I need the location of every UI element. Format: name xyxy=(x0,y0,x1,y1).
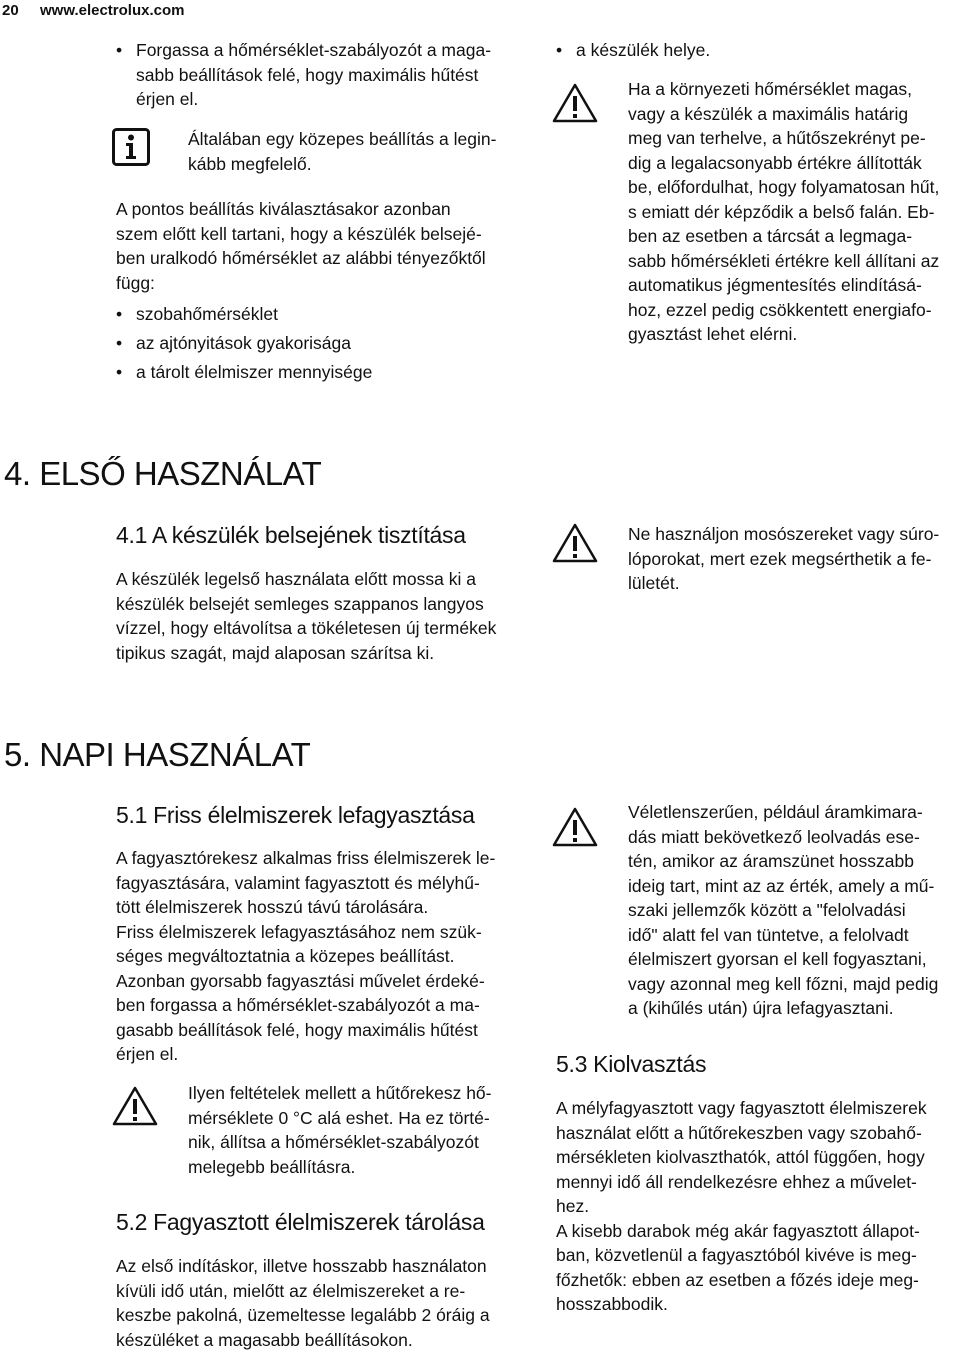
thaw-warning xyxy=(628,800,938,1021)
factor-text: a tárolt élelmiszer mennyisége xyxy=(136,362,373,382)
warning-icon xyxy=(112,1085,158,1127)
text-line: A készülék legelső használata előtt mossa ki a xyxy=(116,569,476,589)
subsection-heading: 5.3 Kiolvasztás xyxy=(556,1051,707,1077)
bullet-dot: • xyxy=(116,362,123,382)
bullet-item-rotate-knob xyxy=(136,38,491,112)
storage-paragraph xyxy=(116,1254,490,1352)
text-line: használat előtt a hűtőrekeszben vagy szobahő- xyxy=(556,1122,922,1143)
text-line: gyasztást lehet elérni. xyxy=(628,324,798,344)
section-heading: 4. ELSŐ HASZNÁLAT xyxy=(4,455,322,492)
text-line: készülék belsejét semleges szappanos langyos xyxy=(116,593,484,614)
text-line: mennyi idő áll rendelkezésre ehhez a művelet- xyxy=(556,1171,917,1192)
text-line: hez. xyxy=(556,1196,590,1216)
detergent-warning xyxy=(628,522,939,596)
text-line: vagy azonnal meg kell főzni, majd pedig xyxy=(628,973,939,994)
text-line: A kisebb darabok még akár fagyasztott állapot- xyxy=(556,1220,920,1241)
text-line: Azonban gyorsabb fagyasztási művelet érdeké- xyxy=(116,970,485,991)
text-line: Ne használjon mosószereket vagy súro- xyxy=(628,524,940,544)
setting-paragraph xyxy=(116,197,486,295)
text-line: ben forgassa a hőmérséklet-szabályozót a ma- xyxy=(116,995,480,1015)
text-line: sabb hőmérsékleti értékre kell állítani az xyxy=(628,250,940,271)
factor-text: szobahőmérséklet xyxy=(136,304,279,324)
page-number: 20 xyxy=(2,2,19,19)
text-line: szaki jellemzők között a "felolvadási xyxy=(628,900,906,920)
subsection-heading: 5.2 Fagyasztott élelmiszerek tárolása xyxy=(116,1209,485,1235)
text-line: keszbe pakolná, üzemeltesse legalább 2 óráig a xyxy=(116,1305,490,1325)
warning-icon xyxy=(552,522,598,564)
factor-text: az ajtónyitások gyakorisága xyxy=(136,333,351,353)
text-line: fagyasztására, valamint fagyasztott és mélyhű- xyxy=(116,872,480,893)
warning-icon xyxy=(552,806,598,848)
text-line: Az első indításkor, illetve hosszabb használaton xyxy=(116,1256,487,1276)
text-line: A fagyasztórekesz alkalmas friss élelmiszerek le- xyxy=(116,848,496,868)
text-line: idő" alatt fel van tüntetve, a felolvadt xyxy=(628,924,909,945)
text-line: hoz, ezzel pedig csökkentett energiafo- xyxy=(628,299,932,320)
text-line: érjen el. xyxy=(116,1044,179,1064)
bullet-dot: • xyxy=(116,40,123,60)
text-line: nik, állítsa a hőmérséklet-szabályozót xyxy=(188,1132,479,1152)
text-line: függ: xyxy=(116,272,155,293)
text-line: meg van terhelve, a hűtőszekrényt pe- xyxy=(628,128,926,148)
warning-icon xyxy=(552,82,598,124)
text-line: kább megfelelő. xyxy=(188,153,312,174)
info-note xyxy=(188,127,496,176)
text-line: vízzel, hogy eltávolítsa a tökéletesen új termékek xyxy=(116,618,497,638)
text-line: a (kihűlés után) újra lefagyasztani. xyxy=(628,998,894,1018)
text-line: séges megváltoztatnia a közepes beállítást. xyxy=(116,946,455,966)
text-line: dig a legalacsonyabb értékre állították xyxy=(628,152,922,173)
subsection-heading: 4.1 A készülék belsejének tisztítása xyxy=(116,522,466,548)
cleaning-paragraph xyxy=(116,567,496,665)
text-line: sabb beállítások felé, hogy maximális hűtést xyxy=(136,64,479,85)
text-line: vagy a készülék a maximális határig xyxy=(628,103,909,124)
defrost-paragraph xyxy=(556,1096,927,1317)
text-line: A mélyfagyasztott vagy fagyasztott élelmiszerek xyxy=(556,1098,927,1118)
text-line: automatikus jégmentesítés elindításá- xyxy=(628,275,922,295)
text-line: Friss élelmiszerek lefagyasztásához nem szük- xyxy=(116,921,482,942)
bullet-dot: • xyxy=(556,40,563,60)
text-line: be, előfordulhat, hogy folyamatosan hűt, xyxy=(628,177,940,197)
text-line: tipikus szagát, majd alaposan szárítsa ki. xyxy=(116,642,435,663)
text-line: Általában egy közepes beállítás a legin- xyxy=(188,129,497,149)
site-url: www.electrolux.com xyxy=(40,2,185,19)
section-heading: 5. NAPI HASZNÁLAT xyxy=(4,736,311,773)
text-line: A pontos beállítás kiválasztásakor azonban xyxy=(116,199,451,219)
location-text: a készülék helye. xyxy=(576,40,711,60)
text-line: Forgassa a hőmérséklet-szabályozót a maga- xyxy=(136,40,492,60)
text-line: mérséklete 0 °C alá eshet. Ha ez törté- xyxy=(188,1107,490,1128)
bullet-dot: • xyxy=(116,304,123,324)
text-line: melegebb beállításra. xyxy=(188,1156,356,1177)
text-line: tött élelmiszerek hosszú távú tárolására. xyxy=(116,897,429,917)
info-icon xyxy=(112,128,150,166)
text-line: hosszabbodik. xyxy=(556,1294,668,1314)
text-line: ideig tart, mint az az érték, amely a mű- xyxy=(628,875,935,896)
text-line: élelmiszert gyorsan el kell fogyasztani, xyxy=(628,949,927,969)
text-line: ben az esetben a tárcsát a legmaga- xyxy=(628,226,913,246)
text-line: s emiatt dér képződik a belső falán. Eb- xyxy=(628,201,935,222)
bullet-dot: • xyxy=(116,333,123,353)
text-line: ben uralkodó hőmérséklet az alábbi tényezőktől xyxy=(116,248,486,268)
text-line: kívüli idő után, mielőtt az élelmiszereket a re- xyxy=(116,1280,466,1301)
text-line: Véletlenszerűen, például áramkimara- xyxy=(628,802,923,822)
text-line: dás miatt bekövetkező leolvadás ese- xyxy=(628,826,920,847)
text-line: készüléket a magasabb beállításokon. xyxy=(116,1329,413,1350)
temperature-warning xyxy=(628,77,939,347)
text-line: Ha a környezeti hőmérséklet magas, xyxy=(628,79,913,99)
text-line: tén, amikor az áramszünet hosszabb xyxy=(628,851,914,871)
text-line: érjen el. xyxy=(136,89,199,109)
subsection-heading: 5.1 Friss élelmiszerek lefagyasztása xyxy=(116,802,475,828)
text-line: főzhetők: ebben az esetben a főzés ideje meg- xyxy=(556,1269,919,1290)
text-line: lóporokat, mert ezek megsérthetik a fe- xyxy=(628,548,932,569)
text-line: mérsékleten kiolvaszthatók, attól függően, hogy xyxy=(556,1147,925,1167)
text-line: szem előtt kell tartani, hogy a készülék belsejé- xyxy=(116,223,482,244)
text-line: lületét. xyxy=(628,573,680,593)
text-line: gasabb beállítások felé, hogy maximális hűtést xyxy=(116,1019,478,1040)
freezing-paragraph xyxy=(116,846,495,1067)
text-line: Ilyen feltételek mellett a hűtőrekesz hő- xyxy=(188,1083,492,1103)
fridge-temp-warning xyxy=(188,1081,492,1179)
text-line: ban, közvetlenül a fagyasztóból kivéve is meg- xyxy=(556,1245,917,1265)
